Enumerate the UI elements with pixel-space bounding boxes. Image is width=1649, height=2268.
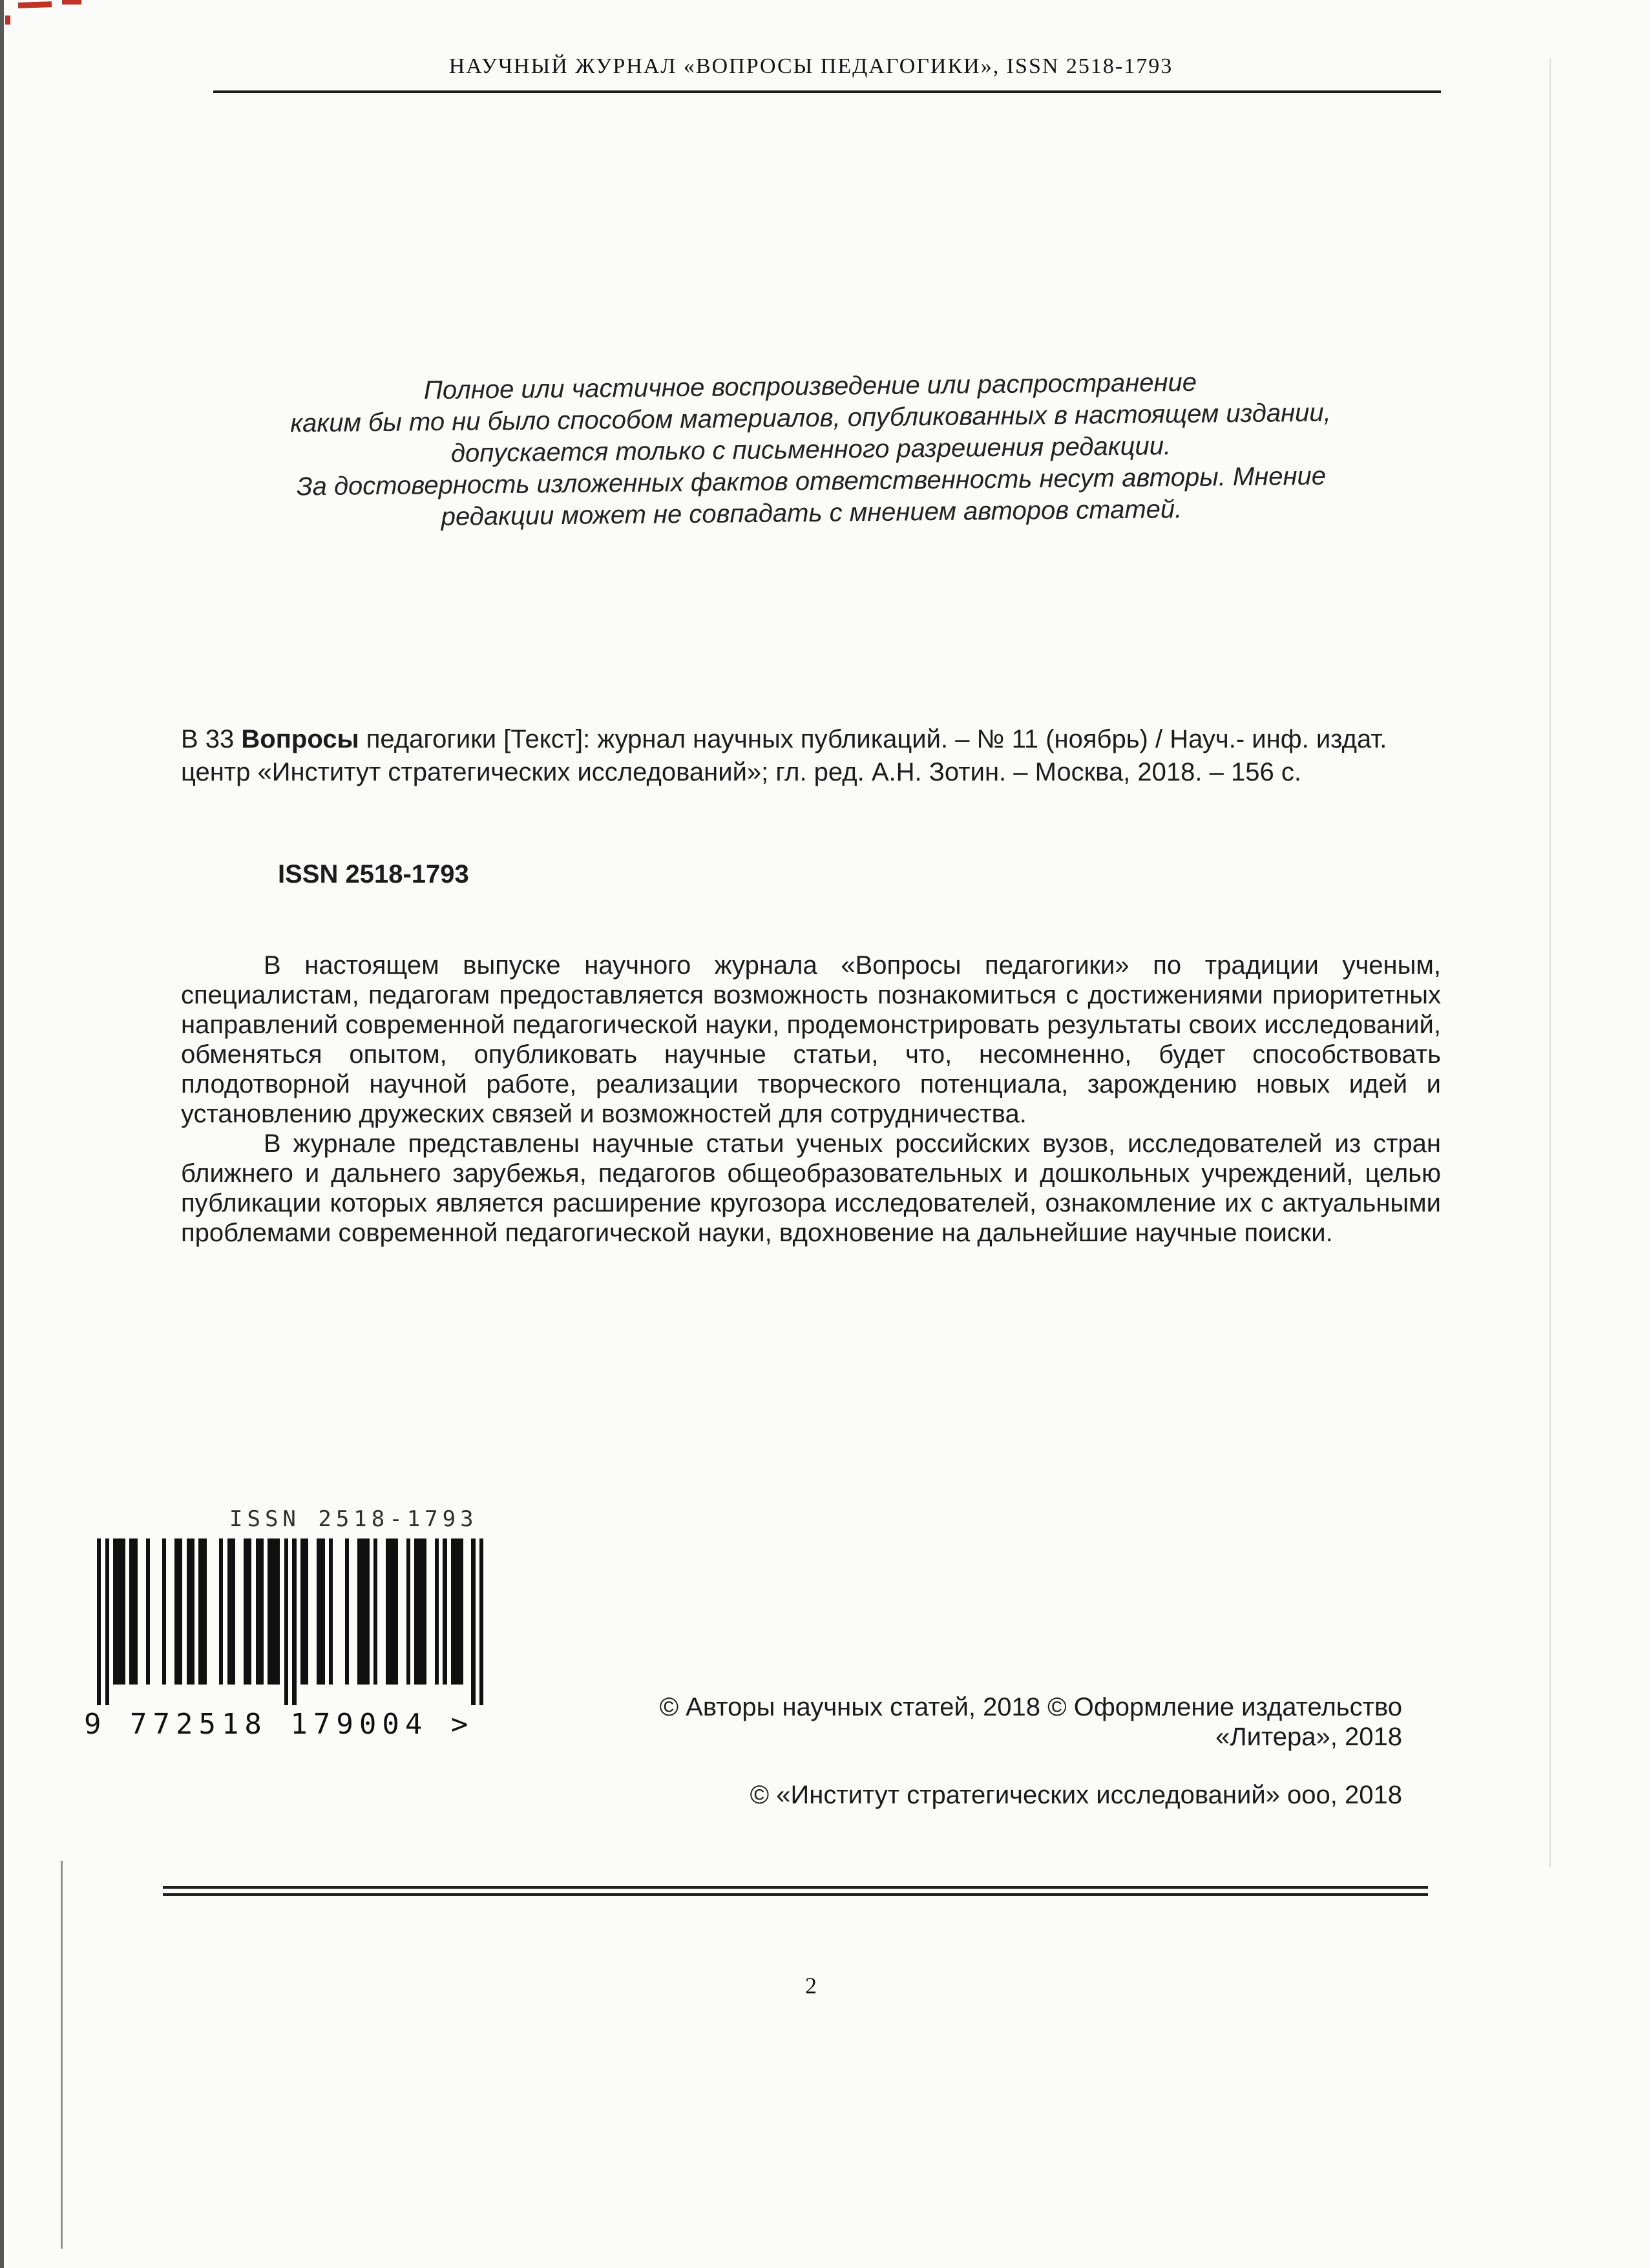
catalog-description: педагогики [Текст]: журнал научных публикаций. – № 11 (ноябрь) / Науч.- инф. издат. центр «Институт стратегических исследований»; гл. ред. А.Н. Зотин. – Москва, 2018. – 156 с. <box>181 725 1387 786</box>
notice-line: Полное или частичное воспроизведение или распространение <box>423 368 1197 405</box>
copyright-institute: © «Институт стратегических исследований» ооо, 2018 <box>750 1781 1402 1809</box>
annotation-paragraph: В журнале представлены научные статьи ученых российских вузов, исследователей из стран ближнего и дальнего зарубежья, педагогов общеобразовательных и дошкольных учреждений, целью публикации которых является расширение кругозора исследователей, ознакомление их с актуальными проблемами современной педагогической науки, вдохновение на дальнейшие научные поиски. <box>181 1129 1441 1247</box>
page-number: 2 <box>805 1973 817 1999</box>
notice-line: редакции может не совпадать с мнением авторов статей. <box>441 494 1182 531</box>
bottom-row <box>84 1506 1441 1810</box>
catalog-index: В 33 <box>181 725 242 753</box>
scan-fold-artifact <box>61 1861 63 2249</box>
scan-edge-artifact <box>0 0 4 2268</box>
journal-title: НАУЧНЫЙ ЖУРНАЛ «ВОПРОСЫ ПЕДАГОГИКИ», ISSN 2518-1793 <box>448 54 1173 78</box>
catalog-entry <box>181 723 1441 789</box>
page-header <box>181 54 1441 93</box>
scan-red-mark <box>5 16 10 25</box>
notice-line: За достоверность изложенных фактов ответственность несут авторы. Мнение <box>296 461 1327 501</box>
scan-red-mark <box>18 1 52 8</box>
copyright-block <box>601 1692 1402 1810</box>
barcode-bars <box>97 1538 601 1705</box>
footer-rule <box>163 1886 1428 1896</box>
annotation <box>181 950 1441 1248</box>
issn-barcode <box>84 1506 601 1741</box>
annotation-paragraph: В настоящем выпуске научного журнала «Вопросы педагогики» по традиции ученым, специалистам, педагогам предоставляется возможность познакомиться с достижениями приоритетных направлений современной педагогической науки, продемонстрировать результаты своих исследований, обменяться опытом, опубликовать научные статьи, что, несомненно, будет способствовать плодотворной научной работе, реализации творческого потенциала, зарождению новых идей и установлению дружеских связей и возможностей для сотрудничества. <box>181 951 1441 1128</box>
copyright-authors: © Авторы научных статей, 2018 © Оформление издательство «Литера», 2018 <box>659 1693 1402 1751</box>
notice-line: каким бы то ни было способом материалов, опубликованных в настоящем издании, <box>289 398 1331 438</box>
header-rule <box>213 90 1441 93</box>
catalog-journal-title: Вопросы <box>241 725 359 753</box>
barcode-issn-label: ISSN 2518-1793 <box>229 1506 478 1532</box>
reproduction-notice <box>180 364 1442 536</box>
scan-edge-artifact <box>1549 58 1551 1867</box>
issn-heading: ISSN 2518-1793 <box>278 860 469 888</box>
scan-red-mark <box>62 0 81 5</box>
barcode-number: 9 772518 179004 > <box>84 1708 474 1741</box>
notice-line: допускается только с письменного разрешения редакции. <box>450 432 1171 468</box>
